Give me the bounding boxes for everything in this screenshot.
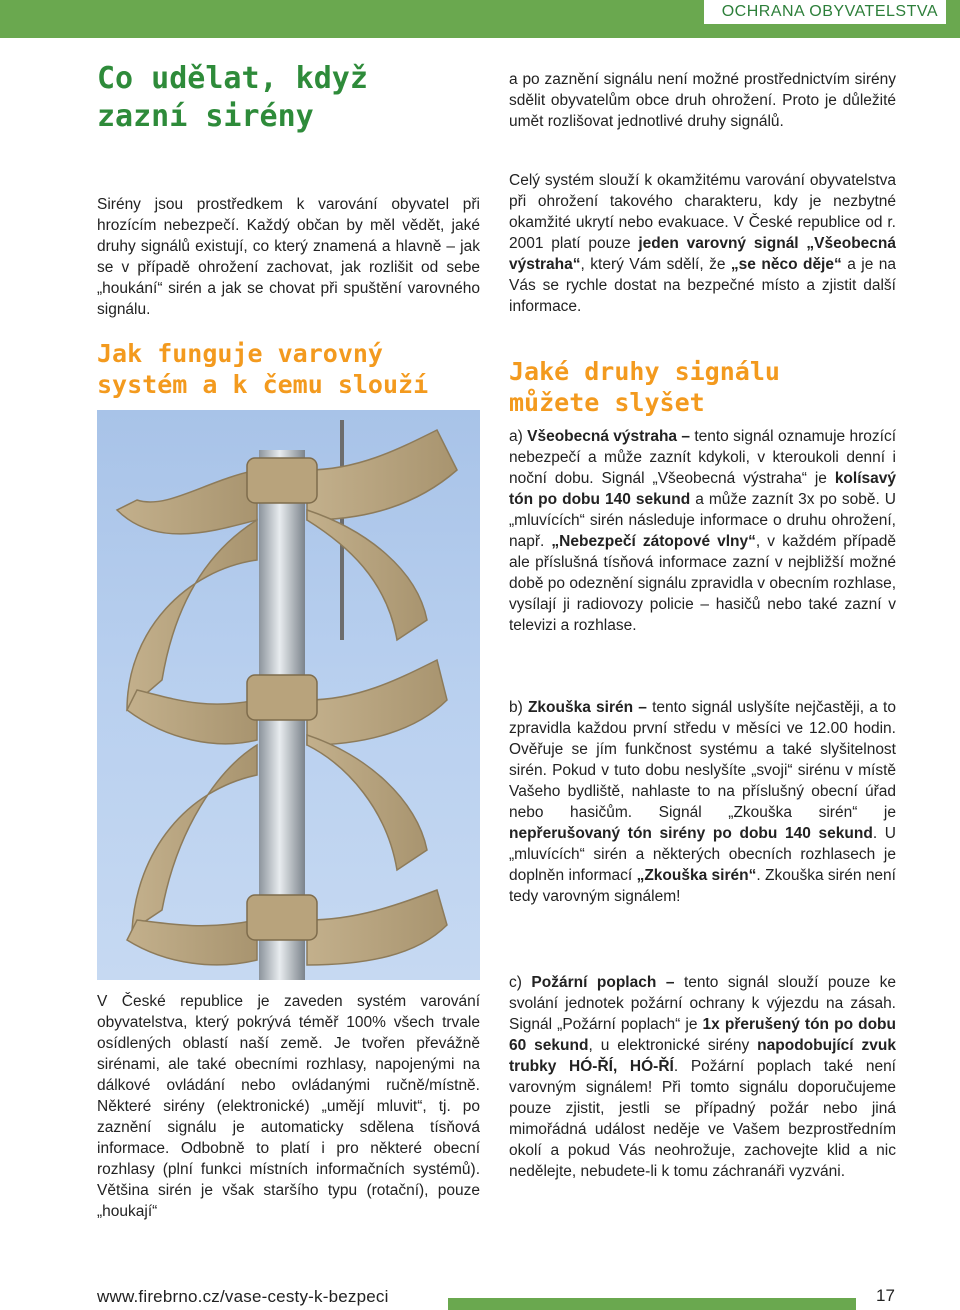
section-heading-system-line-2: systém a k čemu slouží — [97, 370, 429, 399]
siren-photo — [97, 410, 480, 980]
bold-run: Požární poplach – — [531, 974, 675, 991]
text-run: tento signál slouží pouze ke svolání jednotek požární ochrany k výjezdu na zásah. Signál „Požární poplach“ je — [509, 974, 897, 1033]
header-bar — [0, 0, 960, 38]
footer-bar — [448, 1298, 856, 1310]
page-number: 17 — [876, 1286, 895, 1305]
bold-run: „se něco děje“ — [730, 256, 842, 273]
bold-run: kolísavý tón po dobu 140 sekund — [509, 470, 896, 508]
right-paragraph-1: a po zaznění signálu není možné prostřednictvím sirény sdělit obyvatelům obce druh ohrožení. Proto je důležité umět rozlišovat jednotlivé druhy signálů. — [509, 71, 896, 130]
text-run: b) — [509, 699, 528, 716]
intro-paragraph: Sirény jsou prostředkem k varování obyvatel při hrozícím nebezpečí. Každý občan by měl vědět, jaké druhy signálů existují, co který znamená a hlavně – jak se v případě ohrožení zachovat, jak rozlišit od sebe „houkání“ sirén a jak se chovat při spuštění varovného signálu. — [97, 196, 480, 318]
text-run: , u elektronické sirény — [588, 1037, 758, 1054]
section-heading-signals-line-1: Jaké druhy signálu — [509, 357, 780, 386]
text-run: tento signál uslyšíte nejčastěji, a to zpravidla každou první středu v měsíci ve 12.00 hodin. Ověřuje se jím funkčnost systému a také slyšitelnost sirén. Pokud v tuto dobu neslyšíte „svoji“ sirénu v místě Vašeho bydliště, nahlaste to na příslušný obecní úřad nebo hasičům. Signál „Zkouška sirén“ je — [509, 699, 896, 821]
page-title-line-2: zazní sirény — [97, 99, 314, 134]
section-heading-system — [97, 338, 480, 400]
text-run: a může zaznít 3x po sobě. U „mluvících“ sirén následuje informace o druhu ohrožení, např. — [509, 491, 896, 550]
text-run: . Požární poplach také není varovným signálem! Při tomto signálu doporučujeme pouze zjistit, jestli se případný požár nebo jiná mimořádná událost neděje ve Vašem bezprostředním okolí a pokud Vás neohrožuje, zachovejte klid a nic nedělejte, nebudete-li k tomu záchranáři vyzváni. — [509, 1058, 896, 1180]
text-run: , který Vám sdělí, že — [580, 256, 731, 273]
bold-run: Všeobecná výstraha – — [527, 428, 690, 445]
text-run: Celý systém slouží k okamžitému varování obyvatelstva při ohrožení takového charakteru, kdy je nezbytné okamžité ukrytí nebo evakuace. V České republice od r. 2001 platí pouze — [509, 172, 896, 252]
page-title-line-1: Co udělat, když — [97, 61, 368, 96]
page-title — [97, 60, 477, 136]
signal-b-paragraph — [509, 697, 896, 907]
signal-a-paragraph — [509, 426, 896, 636]
section-heading-signals — [509, 356, 896, 418]
bold-run: nepřerušovaný tón sirény po dobu 140 sekund — [509, 825, 873, 842]
section-label: OCHRANA OBYVATELSTVA — [704, 0, 946, 24]
bold-run: „Nebezpečí zátopové vlny“ — [551, 533, 756, 550]
text-run: c) — [509, 974, 532, 991]
section-heading-system-line-1: Jak funguje varovný — [97, 339, 383, 368]
section-heading-signals-line-2: můžete slyšet — [509, 388, 705, 417]
signal-c-paragraph — [509, 972, 896, 1182]
bold-run: „Zkouška sirén“ — [636, 867, 757, 884]
text-run: tento signál oznamuje hrozící nebezpečí a může zaznít kdykoli, v kteroukoli denní i noční dobu. Signál „Všeobecná výstraha“ je — [509, 428, 897, 487]
text-run: . U „mluvících“ sirén a některých obecních rozhlasech je doplněn informací — [509, 825, 896, 884]
bold-run: napodobující zvuk trubky HÓ-ŘÍ, HÓ-ŘÍ — [509, 1037, 897, 1075]
right-paragraph-2 — [509, 170, 896, 317]
footer-url[interactable]: www.firebrno.cz/vase-cesty-k-bezpeci — [97, 1287, 389, 1306]
bold-run: 1x přerušený tón po dobu 60 sekund — [509, 1016, 896, 1054]
siren-illustration — [97, 410, 480, 980]
system-description-paragraph: V České republice je zaveden systém varování obyvatelstva, který pokrývá téměř 100% všech trvale osídlených oblastí naší země. Je tvořen převážně sirénami, ale také obecními rozhlasy, napojenými na dálkové ovládání nebo ovládanými ručně/místně. Některé sirény (elektronické) „umějí mluvit“, tj. po zaznění signálu je automaticky sdělena tísňová informace. Odbobně to platí i pro některé obecní rozhlasy (plní funkci místních informačních systémů). Většina sirén je však staršího typu (rotační), pouze „houkají“ — [97, 993, 480, 1220]
text-run: a je na Vás se rychle dostat na bezpečné místo a zjistit další informace. — [509, 256, 897, 315]
bold-run: Zkouška sirén – — [527, 699, 647, 716]
text-run: , v každém případě ale příslušná tísňová informace zazní v nejbližší možné době po odeznění signálu zpravidla v obecním rozhlase, vysílají ji radiovozy policie – hasičů nebo také zazní v televizi a rozhlase. — [509, 533, 896, 634]
text-run: a) — [509, 428, 528, 445]
bold-run: jeden varovný signál „Všeobecná výstraha“ — [509, 235, 896, 273]
text-run: . Zkouška sirén není tedy varovným signálem! — [509, 867, 896, 905]
